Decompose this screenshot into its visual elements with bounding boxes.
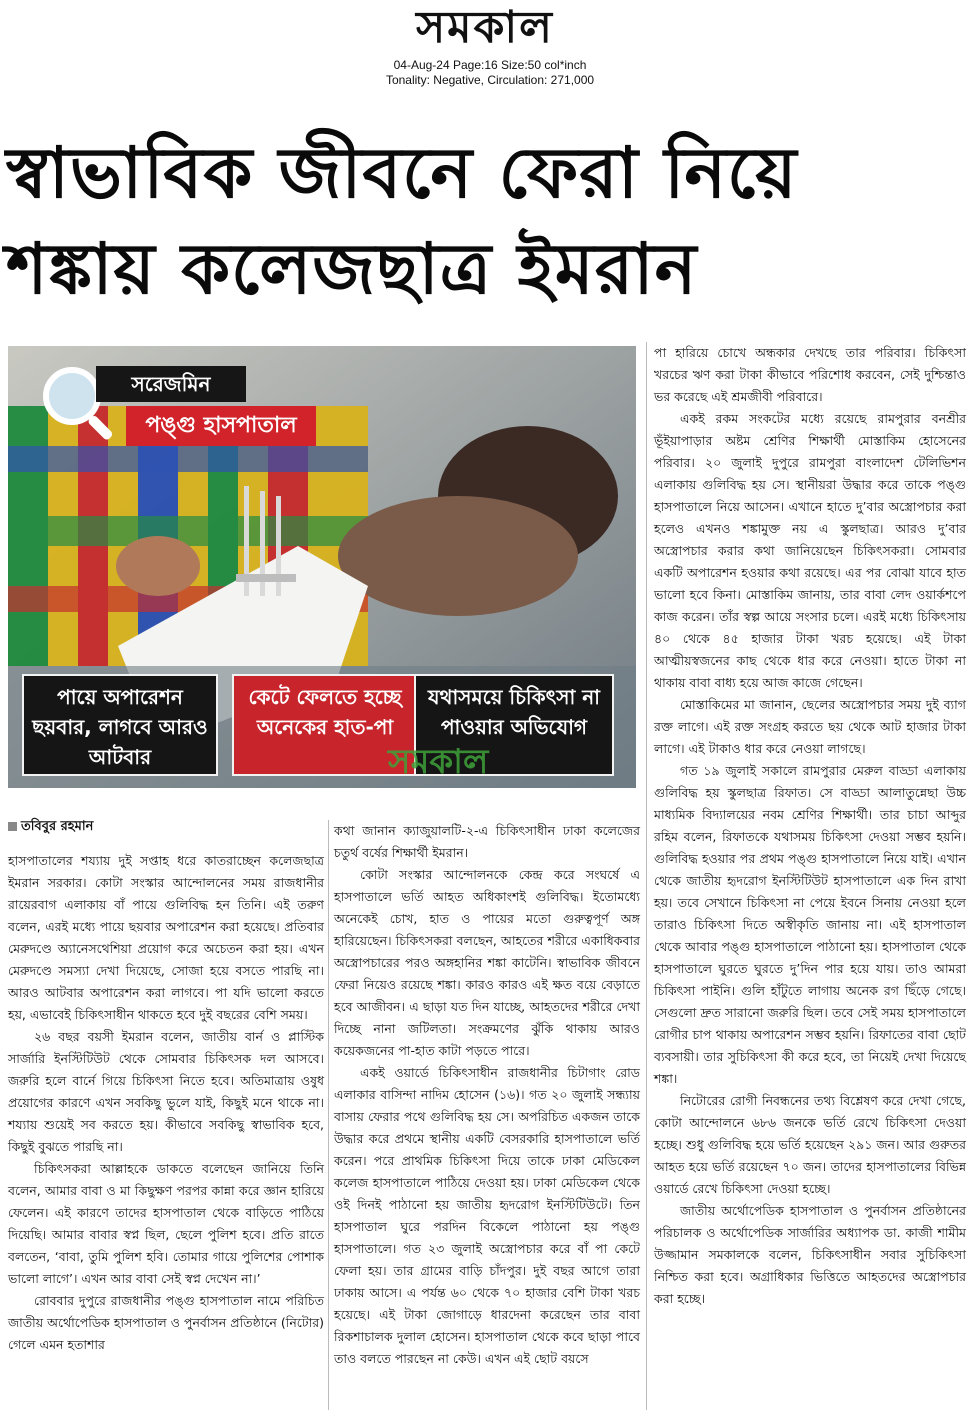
- badge-label-sarejamin: সরেজমিন: [96, 366, 246, 402]
- paragraph: একই ওয়ার্ডে চিকিৎসাধীন রাজধানীর চিটাগাং রোড এলাকার বাসিন্দা নাদিম হোসেন (১৬)। গত ২০ জুলাই সন্ধ্যায় বাসায় ফেরার পথে গুলিবিদ্ধ হয় সে। অপরিচিত একজন তাকে উদ্ধার করে প্রথমে স্থানীয় একটি বেসরকারি হাসপাতালে ভর্তি করেন। পরে প্রাথমিক চিকিৎসা দিয়ে তাকে ঢাকা মেডিকেল কলেজ হাসপাতালে পাঠিয়ে দেওয়া হয়। ঢাকা মেডিকেল থেকে ওই দিনই পাঠানো হয় জাতীয় হৃদরোগ ইনস্টিটিউটে। তিন হাসপাতাল ঘুরে পরদিন বিকেলে পাঠানো হয় পঙ্গু হাসপাতালে। গত ২৩ জুলাই অস্ত্রোপচার করে বাঁ পা কেটে ফেলা হয়। তার গ্রামের বাড়ি চাঁদপুর। দুই বছর আগে তারা ঢাকায় আসে। এ পর্যন্ত ৬০ থেকে ৭০ হাজার বেশি টাকা খরচ হয়েছে। এই টাকা জোগাড়ে ধারদেনা করেছেন তার বাবা রিকশাচালক দুলাল হোসেন। হাসপাতাল থেকে কবে ছাড়া পাবে তাও বলতে পারছেন না কেউ। এখন এই ছোট বয়সে: [334, 1065, 640, 1366]
- byline: [8, 816, 324, 838]
- paragraph: একই রকম সংকটের মধ্যে রয়েছে রামপুরার বনশ্রীর ভূঁইয়াপাড়ার অষ্টম শ্রেণির শিক্ষার্থী মোস্তাকিম হোসেনের পরিবার। ২০ জুলাই দুপুরে রামপুরা বাংলাদেশ টেলিভিশন এলাকায় গুলিবিদ্ধ হয় সে। স্থানীয়রা উদ্ধার করে তাকে পঙ্গু হাসপাতালে নিয়ে আসেন। এখানে হাতে দু’বার অস্ত্রোপচার করা হলেও এখনও শঙ্কামুক্ত নয় এ স্কুলছাত্র। আরও দু’বার অস্ত্রোপচার করার কথা জানিয়েছেন চিকিৎসকরা। সোমবার একটি অপারেশন হওয়ার কথা রয়েছে। এর পর বোঝা যাবে হাত ভালো হবে কিনা। মোস্তাকিম জানায়, তার বাবা লেদ ওয়ার্কশপে কাজ করেন। তাঁর স্বল্প আয়ে সংসার চলে। এরই মধ্যে চিকিৎসায় ৪০ থেকে ৪৫ হাজার টাকা খরচ হয়েছে। এই টাকা আত্মীয়স্বজনের কাছ থেকে ধার করে নেওয়া। হাতে টাকা না থাকায় বাবা বাধ্য হয়ে আজ কাজে গেছেন।: [654, 411, 966, 690]
- photo-watermark-logo: সমকাল: [388, 742, 489, 782]
- column-divider: [646, 342, 647, 1410]
- byline-author: তবিবুর রহমান: [21, 819, 94, 834]
- article-column-3: [654, 342, 966, 1310]
- section-badge: [36, 360, 296, 470]
- news-photo: [8, 346, 636, 788]
- paragraph: কথা জানান ক্যাজুয়ালটি-২-এ চিকিৎসাধীন ঢাকা কলেজের চতুর্থ বর্ষের শিক্ষার্থী ইমরান।: [334, 823, 640, 860]
- newspaper-logo: সমকাল: [416, 2, 554, 53]
- headline-line-1: স্বাভাবিক জীবনে ফেরা নিয়ে: [6, 132, 798, 214]
- paragraph: রোববার দুপুরে রাজধানীর পঙ্গু হাসপাতাল নামে পরিচিত জাতীয় অর্থোপেডিক হাসপাতাল ও পুনর্বাসন প্রতিষ্ঠানে (নিটোর) গেলে এমন হতাশার: [8, 1293, 324, 1352]
- paragraph: পা হারিয়ে চোখে অন্ধকার দেখছে তার পরিবার। চিকিৎসা খরচের ঋণ করা টাকা কীভাবে পরিশোধ করবেন, সেই দুশ্চিন্তাও ভর করেছে এই শ্রমজীবী পরিবারে।: [654, 345, 966, 404]
- column-divider: [328, 820, 329, 1410]
- badge-label-hospital: পঙ্গু হাসপাতাল: [126, 406, 316, 446]
- paragraph: কোটা সংস্কার আন্দোলনকে কেন্দ্র করে সংঘর্ষে এ হাসপাতালে ভর্তি আহত অধিকাংশই গুলিবিদ্ধ। ইতোমধ্যে অনেকেই চোখ, হাত ও পায়ের মতো গুরুত্বপূর্ণ অঙ্গ হারিয়েছেন। চিকিৎসকরা বলছেন, আহতের শরীরে একাধিকবার অস্ত্রোপচারের পরও অঙ্গহানির শঙ্কা কাটেনি। স্বাভাবিক জীবনে ফেরা নিয়েও রয়েছে শঙ্কা। কারও কারও এই ক্ষত বয়ে বেড়াতে হবে আজীবন। এ ছাড়া যত দিন যাচ্ছে, আহতদের শরীরে দেখা দিচ্ছে নানা জটিলতা। সংক্রমণের ঝুঁকি থাকায় আরও কয়েকজনের পা-হাত কাটা পড়তে পারে।: [334, 867, 640, 1058]
- headline-line-2: শঙ্কায় কলেজছাত্র ইমরান: [6, 228, 698, 310]
- paragraph: গত ১৯ জুলাই সকালে রামপুরার মেরুল বাড্ডা এলাকায় গুলিবিদ্ধ হয় স্কুলছাত্র রিফাত। সে বাড্ডা আলাতুন্নেছা উচ্চ মাধ্যমিক বিদ্যালয়ের নবম শ্রেণির শিক্ষার্থী। তার চাচা আব্দুর রহিম বলেন, রিফাতকে যথাসময় চিকিৎসা দেওয়া সম্ভব হয়নি। গুলিবিদ্ধ হওয়ার পর প্রথম পঙ্গু হাসপাতালে নিয়ে যাই। এখান থেকে জাতীয় হৃদরোগ ইনস্টিটিউট হাসপাতালে এক দিন রাখা হয়। তবে সেখানে চিকিৎসা না পেয়ে ইবনে সিনায় নেওয়া হলে তারাও চিকিৎসা দিতে অস্বীকৃতি জানায় না। এই হাসপাতাল থেকে আবার পঙ্গু হাসপাতালে পাঠানো হয়। হাসপাতাল থেকে হাসপাতালে ঘুরতে ঘুরতে দু’দিন পার হয়ে যায়। তাও আমরা চিকিৎসা পাইনি। গুলি হাঁটুতে লাগায় অনেক রগ ছিঁড়ে গেছে। সেগুলো দ্রুত সারানো জরুরি ছিল। তবে সেই সময় হাসপাতালে রোগীর চাপ থাকায় অপারেশন সম্ভব হয়নি। রিফাতের বাবা ছোট ব্যবসায়ী। তার সুচিকিৎসা কী করে হবে, তা নিয়েই দেখা দিয়েছে শঙ্কা।: [654, 763, 966, 1086]
- paragraph: মোস্তাকিমের মা জানান, ছেলের অস্ত্রোপচার সময় দুই ব্যাগ রক্ত লাগে। এই রক্ত সংগ্রহ করতে ছয় থেকে আট হাজার টাকা লাগে। এই টাকাও ধার করে নেওয়া লাগছে।: [654, 697, 966, 756]
- callout-treatment-delay: যথাসময়ে চিকিৎসা না পাওয়ার অভিযোগ: [414, 674, 614, 776]
- paragraph: হাসপাতালের শয্যায় দুই সপ্তাহ ধরে কাতরাচ্ছেন কলেজছাত্র ইমরান সরকার। কোটা সংস্কার আন্দোলনের সময় রাজধানীর রায়েরবাগ এলাকায় বাঁ পায়ে গুলিবিদ্ধ হন তিনি। এই তরুণ বলেন, এরই মধ্যে পায়ে ছয়বার অপারেশন করা হয়েছে। প্রতিবার মেরুদণ্ডে অ্যানেসথেশিয়া প্রয়োগ করে অচেতন করা হয়। এখন মেরুদণ্ডে সমস্যা দেখা দিয়েছে, সোজা হয়ে বসতে পারছি না। আরও আটবার অপারেশন করা লাগবে। পা যদি ভালো করতে হয়, এভাবেই চিকিৎসাধীন থাকতে হবে দুই বছরের বেশি সময়।: [8, 853, 324, 1022]
- clipping-meta-date: 04-Aug-24 Page:16 Size:50 col*inch: [393, 58, 587, 72]
- byline-marker-icon: [8, 822, 17, 831]
- paragraph: চিকিৎসকরা আল্লাহকে ডাকতে বলেছেন জানিয়ে তিনি বলেন, আমার বাবা ও মা কিছুক্ষণ পরপর কান্না করে জ্ঞান হারিয়ে ফেলেন। এই কারণে তাদের হাসপাতাল থেকে বাড়িতে পাঠিয়ে দিয়েছি। আমার বাবার স্বপ্ন ছিল, ছেলে পুলিশ হবে। প্রতি রাতে বলতেন, ‘বাবা, তুমি পুলিশ হবি। তোমার গায়ে পুলিশের পোশাক ভালো লাগে’। এখন আর বাবা সেই স্বপ্ন দেখেন না।’: [8, 1161, 324, 1286]
- paragraph: নিটোরের রোগী নিবন্ধনের তথ্য বিশ্লেষণ করে দেখা গেছে, কোটা আন্দোলনে ৬৮৬ জনকে ভর্তি রেখে চিকিৎসা দেওয়া হচ্ছে। শুধু গুলিবিদ্ধ হয়ে ভর্তি হয়েছেন ২৯১ জন। আর গুরুতর আহত হয়ে ভর্তি রয়েছেন ৭০ জন। তাদের হাসপাতালের বিভিন্ন ওয়ার্ডে রেখে চিকিৎসা দেওয়া হচ্ছে।: [654, 1093, 966, 1196]
- clipping-meta-tonality: Tonality: Negative, Circulation: 271,000: [385, 73, 595, 87]
- callout-amputation: কেটে ফেলতে হচ্ছে অনেকের হাত-পা: [232, 674, 418, 776]
- paragraph: ২৬ বছর বয়সী ইমরান বলেন, জাতীয় বার্ন ও প্লাস্টিক সার্জারি ইনস্টিটিউট থেকে সোমবার চিকিৎসক দল আসবে। জরুরি হলে বার্নে গিয়ে চিকিৎসা নিতে হবে। অতিমাত্রায় ওষুধ প্রয়োগের কারণে এখন সবকিছু ভুলে যাই, কিছুই মনে থাকে না। শয্যায় শুয়েই সব করতে হয়। কীভাবে সবকিছু স্বাভাবিক হবে, কিছুই বুঝতে পারছি না।: [8, 1029, 324, 1154]
- article-column-1: [8, 850, 324, 1356]
- paragraph: জাতীয় অর্থোপেডিক হাসপাতাল ও পুনর্বাসন প্রতিষ্ঠানের পরিচালক ও অর্থোপেডিক সার্জারির অধ্যাপক ডা. কাজী শামীম উজ্জামান সমকালকে বলেন, চিকিৎসাধীন সবার সুচিকিৎসা নিশ্চিত করা হবে। অগ্রাধিকার ভিত্তিতে আহতদের অস্ত্রোপচার করা হচ্ছে।: [654, 1203, 966, 1306]
- article-column-2: [334, 820, 640, 1370]
- callout-operation-count: পায়ে অপারেশন ছয়বার, লাগবে আরও আটবার: [22, 674, 218, 776]
- masthead: [0, 0, 976, 96]
